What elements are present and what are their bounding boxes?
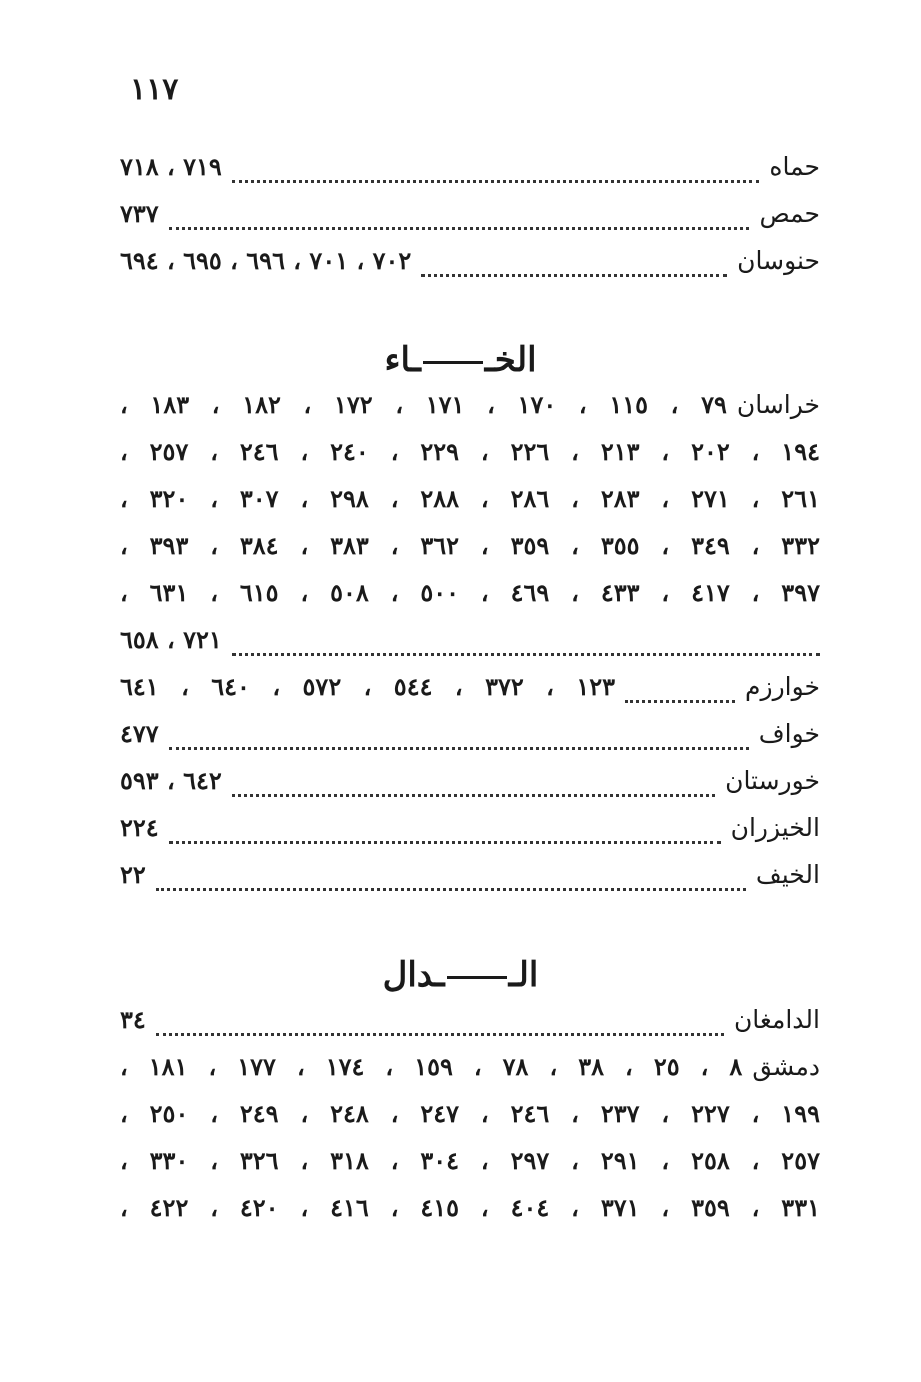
leader-dots <box>232 180 760 183</box>
index-entry <box>120 1005 820 1052</box>
heading-kashida <box>423 361 483 364</box>
entry-pages: ٦٤٢ ، ٥٩٣ <box>120 766 222 795</box>
entry-pages: ٢٢٤ <box>120 813 159 842</box>
index-entry <box>120 719 820 766</box>
continuation-line <box>120 625 820 672</box>
entry-pages: ٣٩٧ ، ٤١٧ ، ٤٣٣ ، ٤٦٩ ، ٥٠٠ ، ٥٠٨ ، ٦١٥ ، ٦٣١ ، <box>120 578 820 607</box>
leader-dots <box>421 274 727 277</box>
entry-name: حنوسان <box>737 246 820 275</box>
continuation-line <box>120 1099 820 1146</box>
entry-pages: ٣٣١ ، ٣٥٩ ، ٣٧١ ، ٤٠٤ ، ٤١٥ ، ٤١٦ ، ٤٢٠ ، ٤٢٢ ، <box>120 1193 820 1222</box>
entry-pages: ٢٥٧ ، ٢٥٨ ، ٢٩١ ، ٢٩٧ ، ٣٠٤ ، ٣١٨ ، ٣٢٦ ، ٣٣٠ ، <box>120 1146 820 1175</box>
entry-name: الخيزران <box>730 813 820 842</box>
index-entry-dimashq <box>120 1052 820 1099</box>
entry-name: حماه <box>769 152 820 181</box>
section-heading-dal <box>0 955 921 995</box>
entry-pages: ٣٣٢ ، ٣٤٩ ، ٣٥٥ ، ٣٥٩ ، ٣٦٢ ، ٣٨٣ ، ٣٨٤ ، ٣٩٣ ، <box>120 531 820 560</box>
entry-pages: ٧١٩ ، ٧١٨ <box>120 152 222 181</box>
entry-pages: ١٩٩ ، ٢٢٧ ، ٢٣٧ ، ٢٤٦ ، ٢٤٧ ، ٢٤٨ ، ٢٤٩ ، ٢٥٠ ، <box>120 1099 820 1128</box>
continuation-line <box>120 437 820 484</box>
index-entry-khorasan <box>120 390 820 437</box>
section-heading-start: الخـ <box>484 340 537 380</box>
section-heading-start: الـ <box>508 955 539 995</box>
entry-pages: ٧٢١ ، ٦٥٨ <box>120 625 222 654</box>
continuation-line <box>120 1193 820 1240</box>
leader-dots <box>169 747 749 750</box>
entry-name: خواف <box>758 719 820 748</box>
entry-pages: ١٢٣ ، ٣٧٢ ، ٥٤٤ ، ٥٧٢ ، ٦٤٠ ، ٦٤١ <box>120 672 615 701</box>
leader-dots <box>156 1033 724 1036</box>
section-dal-entries <box>120 1005 820 1240</box>
leader-dots <box>169 841 721 844</box>
continuation-line <box>120 484 820 531</box>
entry-name: دمشق <box>752 1052 820 1081</box>
index-entry <box>120 766 820 813</box>
index-entry <box>120 860 820 907</box>
entry-pages: ١٩٤ ، ٢٠٢ ، ٢١٣ ، ٢٢٦ ، ٢٢٩ ، ٢٤٠ ، ٢٤٦ ، ٢٥٧ ، <box>120 437 820 466</box>
index-entry <box>120 199 820 246</box>
continuation-line <box>120 531 820 578</box>
leader-dots <box>232 794 715 797</box>
entry-name: خوارزم <box>745 672 820 701</box>
top-entries <box>120 152 820 293</box>
section-heading-end: ـدال <box>382 955 445 995</box>
entry-name: الخيف <box>755 860 820 889</box>
entry-pages: ٧٩ ، ١١٥ ، ١٧٠ ، ١٧١ ، ١٧٢ ، ١٨٢ ، ١٨٣ ، <box>120 390 727 419</box>
index-entry <box>120 152 820 199</box>
section-heading-end: ـاء <box>384 340 421 380</box>
section-heading-kha <box>0 340 921 380</box>
entry-pages: ٣٤ <box>120 1005 146 1034</box>
page-number: ١١٧ <box>130 72 179 107</box>
leader-dots <box>625 700 735 703</box>
entry-pages: ٨ ، ٢٥ ، ٣٨ ، ٧٨ ، ١٥٩ ، ١٧٤ ، ١٧٧ ، ١٨١ ، <box>120 1052 743 1081</box>
entry-name: الدامغان <box>733 1005 820 1034</box>
index-entry <box>120 672 820 719</box>
leader-dots <box>169 227 750 230</box>
index-entry <box>120 813 820 860</box>
entry-name: خورستان <box>725 766 820 795</box>
index-entry <box>120 246 820 293</box>
entry-name: خراسان <box>736 390 820 419</box>
entry-pages: ٧٣٧ <box>120 199 159 228</box>
continuation-line <box>120 578 820 625</box>
entry-pages: ٢٦١ ، ٢٧١ ، ٢٨٣ ، ٢٨٦ ، ٢٨٨ ، ٢٩٨ ، ٣٠٧ ، ٣٢٠ ، <box>120 484 820 513</box>
entry-name: حمص <box>759 199 820 228</box>
leader-dots <box>232 653 820 656</box>
heading-kashida <box>447 976 507 979</box>
continuation-line <box>120 1146 820 1193</box>
entry-pages: ٧٠٢ ، ٧٠١ ، ٦٩٦ ، ٦٩٥ ، ٦٩٤ <box>120 246 412 275</box>
leader-dots <box>156 888 746 891</box>
section-kha-entries <box>120 390 820 907</box>
entry-pages: ٢٢ <box>120 860 146 889</box>
entry-pages: ٤٧٧ <box>120 719 159 748</box>
